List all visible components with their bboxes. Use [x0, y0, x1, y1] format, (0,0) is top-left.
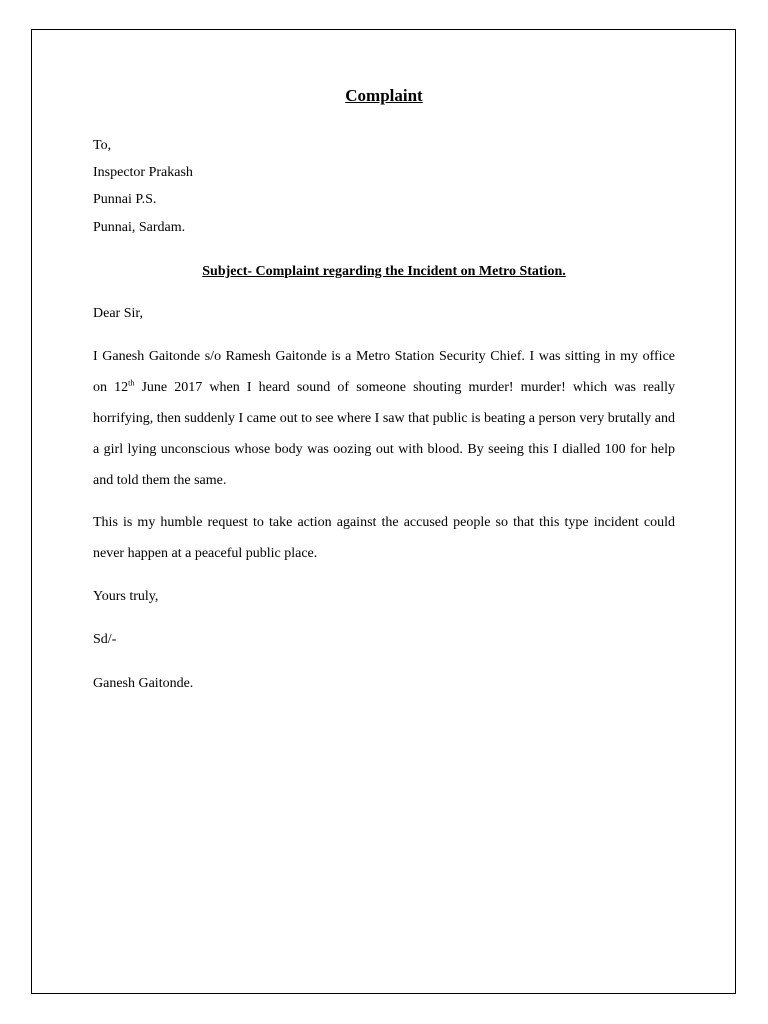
paragraph-1-line-5: and told them the same. [93, 473, 227, 488]
date-prefix: on 12 [93, 380, 129, 395]
sender-name: Ganesh Gaitonde. [93, 676, 194, 691]
date-ordinal-suffix: th [128, 378, 135, 388]
paragraph-1-line-4: a girl lying unconscious whose body was oozing out with blood. By seeing this I dialled 100 for help [93, 442, 675, 457]
closing: Yours truly, [93, 589, 159, 604]
paragraph-1-line-1: I Ganesh Gaitonde s/o Ramesh Gaitonde is a Metro Station Security Chief. I was sitting in my office [93, 349, 675, 364]
date-rest: June 2017 when I heard sound of someone shouting murder! murder! which was really [134, 380, 675, 395]
paragraph-1-line-2 [93, 372, 675, 403]
recipient-station: Punnai P.S. [93, 192, 157, 207]
recipient-name: Inspector Prakash [93, 165, 193, 180]
paragraph-2-line-2: never happen at a peaceful public place. [93, 546, 318, 561]
paragraph-1-line-3: horrifying, then suddenly I came out to see where I saw that public is beating a person very brutally and [93, 411, 675, 426]
body-paragraph-1 [93, 341, 675, 496]
recipient-place: Punnai, Sardam. [93, 220, 186, 235]
signature-mark: Sd/- [93, 632, 117, 647]
subject-line: Subject- Complaint regarding the Incident on Metro Station. [202, 264, 566, 279]
paragraph-2-line-1: This is my humble request to take action against the accused people so that this type incident could [93, 515, 675, 530]
recipient-to: To, [93, 138, 112, 153]
body-paragraph-2 [93, 507, 675, 569]
greeting: Dear Sir, [93, 306, 143, 321]
document-title: Complaint [345, 86, 423, 105]
